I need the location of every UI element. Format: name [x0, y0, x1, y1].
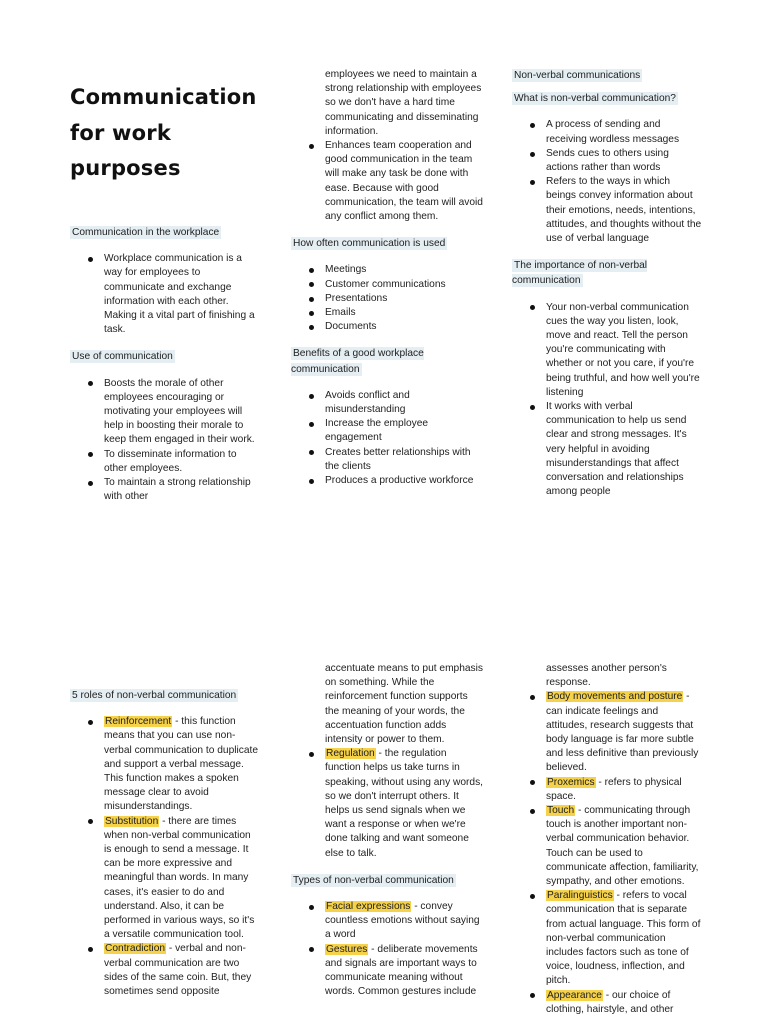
term-description: - communicating through touch is another important non-verbal communication behavior. Touch can be used to communicate affection, familiarity, sympathy, and other emotions. — [546, 805, 699, 888]
section-heading-importance: The importance of non-verbal communication — [512, 260, 648, 287]
column-1-page-2 — [70, 688, 260, 999]
list-item-continuation: accentuate means to put emphasis on something. While the reinforcement function supports the meaning of your words, the accentuation function adds intensity or power to them. — [325, 663, 484, 746]
list-item-continuation: assesses another person's response. — [546, 663, 667, 689]
list-item: Creates better relationships with the clients — [291, 446, 483, 474]
section-heading-use: Use of communication — [72, 351, 173, 363]
highlighted-term: Gestures — [326, 943, 368, 955]
list-item — [512, 989, 702, 1017]
list-item — [70, 715, 260, 814]
list-item: A process of sending and receiving wordless messages — [512, 118, 702, 146]
list-item: Documents — [291, 320, 483, 334]
highlighted-term: Appearance — [547, 989, 602, 1001]
list-item — [70, 942, 260, 999]
term-description: - refers to vocal communication that is separate from actual language. This form of non-verbal communication includes factors such as tone of voice, loudness, inflection, and pitch. — [546, 890, 701, 987]
column-3-page-1 — [512, 68, 702, 499]
use-list-continued — [291, 139, 483, 224]
importance-list — [512, 301, 702, 500]
column-2-page-2 — [291, 662, 483, 999]
term-description: - our choice of clothing, hairstyle, and other — [546, 989, 674, 1015]
term-description: - verbal and non-verbal communication are two sides of the same coin. But, they sometimes send opposite — [104, 943, 252, 998]
list-item — [291, 943, 483, 1000]
section-heading-workplace: Communication in the workplace — [72, 227, 220, 238]
what-list — [512, 118, 702, 246]
list-item: Meetings — [291, 263, 483, 277]
list-item — [291, 747, 483, 861]
term-description: - convey countless emotions without saying a word — [325, 901, 480, 941]
term-description: - the regulation function helps us take turns in speaking, without using any words, so we don't interrupt others. It helps us send signals when we want a response or when we're done talking and want someone else to talk. — [325, 748, 483, 859]
list-item: Your non-verbal communication cues the way you listen, look, move and react. Tell the person you're communicating with whether or not you care, if you're being truthful, and how well you're listening — [512, 301, 702, 400]
highlighted-term: Facial expressions — [326, 901, 411, 913]
list-item: Customer communications — [291, 278, 483, 292]
list-item: Avoids conflict and misunderstanding — [291, 389, 483, 417]
highlighted-term: Touch — [547, 805, 575, 817]
list-item — [291, 900, 483, 943]
highlighted-term: Regulation — [326, 748, 375, 760]
section-heading-types: Types of non-verbal communication — [293, 874, 454, 886]
list-item: It works with verbal communication to help us send clear and strong messages. It's very helpful in avoiding misunderstandings that affect conversation and relationships among people — [512, 400, 702, 499]
column-1-page-1 — [70, 225, 260, 504]
list-item: Boosts the morale of other employees encouraging or motivating your employees will help in boosting their morale to keep them engaged in their work. — [70, 377, 260, 448]
section-heading-roles: 5 roles of non-verbal communication — [72, 690, 237, 701]
types-list-continued — [512, 690, 702, 1017]
list-item — [512, 690, 702, 775]
term-description: - can indicate feelings and attitudes, research suggests that body language is far more subtle and less definitive than previously believed. — [546, 691, 699, 774]
highlighted-term: Contradiction — [105, 943, 166, 955]
section-heading-nonverbal: Non-verbal communications — [514, 70, 641, 81]
term-description: - there are times when non-verbal communication is enough to send a message. It can be more expressive and meaningful than words. In many cases, it's easier to do and understand. Also, it can be performed in various ways, so it's a versatile communication tool. — [104, 815, 255, 941]
list-item: Presentations — [291, 292, 483, 306]
section-heading-what: What is non-verbal communication? — [514, 93, 676, 105]
list-item — [70, 815, 260, 943]
list-item: Enhances team cooperation and good communication in the team will make any task be done with ease. Because with good communication, the team will avoid any conflict among them. — [291, 139, 483, 224]
highlighted-term: Body movements and posture — [547, 691, 683, 703]
roles-list — [70, 715, 260, 999]
benefits-list — [291, 389, 483, 488]
list-item — [512, 776, 702, 804]
term-description: - refers to physical space. — [546, 776, 682, 802]
list-item: Sends cues to others using actions rather than words — [512, 147, 702, 175]
list-item: Refers to the ways in which beings convey information about their emotions, needs, intentions, attitudes, and thoughts without the use of verbal language — [512, 175, 702, 246]
page-title: Communication for work purposes — [70, 85, 257, 180]
term-description: - deliberate movements and signals are important ways to communicate meaning without words. Common gestures include — [325, 943, 478, 998]
list-item: Emails — [291, 306, 483, 320]
list-item — [512, 804, 702, 889]
column-2-page-1 — [291, 68, 483, 488]
list-item: Workplace communication is a way for employees to communicate and exchange information with each other. Making it a vital part of finishing a task. — [70, 252, 260, 337]
list-item: Produces a productive workforce — [291, 474, 483, 488]
section-heading-often: How often communication is used — [293, 238, 446, 250]
list-item: To maintain a strong relationship with other — [70, 476, 260, 504]
highlighted-term: Paralinguistics — [547, 890, 613, 902]
list-item: Increase the employee engagement — [291, 417, 483, 445]
section-heading-benefits: Benefits of a good workplace communication — [291, 348, 424, 375]
list-item-continuation: employees we need to maintain a strong relationship with employees so we don't have a hard time communicating and disseminating information. — [325, 69, 482, 137]
column-3-page-2 — [512, 662, 702, 1017]
term-description: - this function means that you can use non-verbal communication to duplicate and support a verbal message. This function makes a spoken message clear to avoid misunderstandings. — [104, 716, 259, 813]
use-list — [70, 377, 260, 505]
highlighted-term: Reinforcement — [105, 716, 172, 728]
highlighted-term: Substitution — [105, 815, 159, 827]
list-item: To disseminate information to other employees. — [70, 448, 260, 476]
highlighted-term: Proxemics — [547, 776, 595, 788]
roles-list-continued — [291, 747, 483, 861]
workplace-list — [70, 252, 260, 337]
types-list — [291, 900, 483, 999]
list-item — [512, 889, 702, 988]
often-list — [291, 263, 483, 334]
